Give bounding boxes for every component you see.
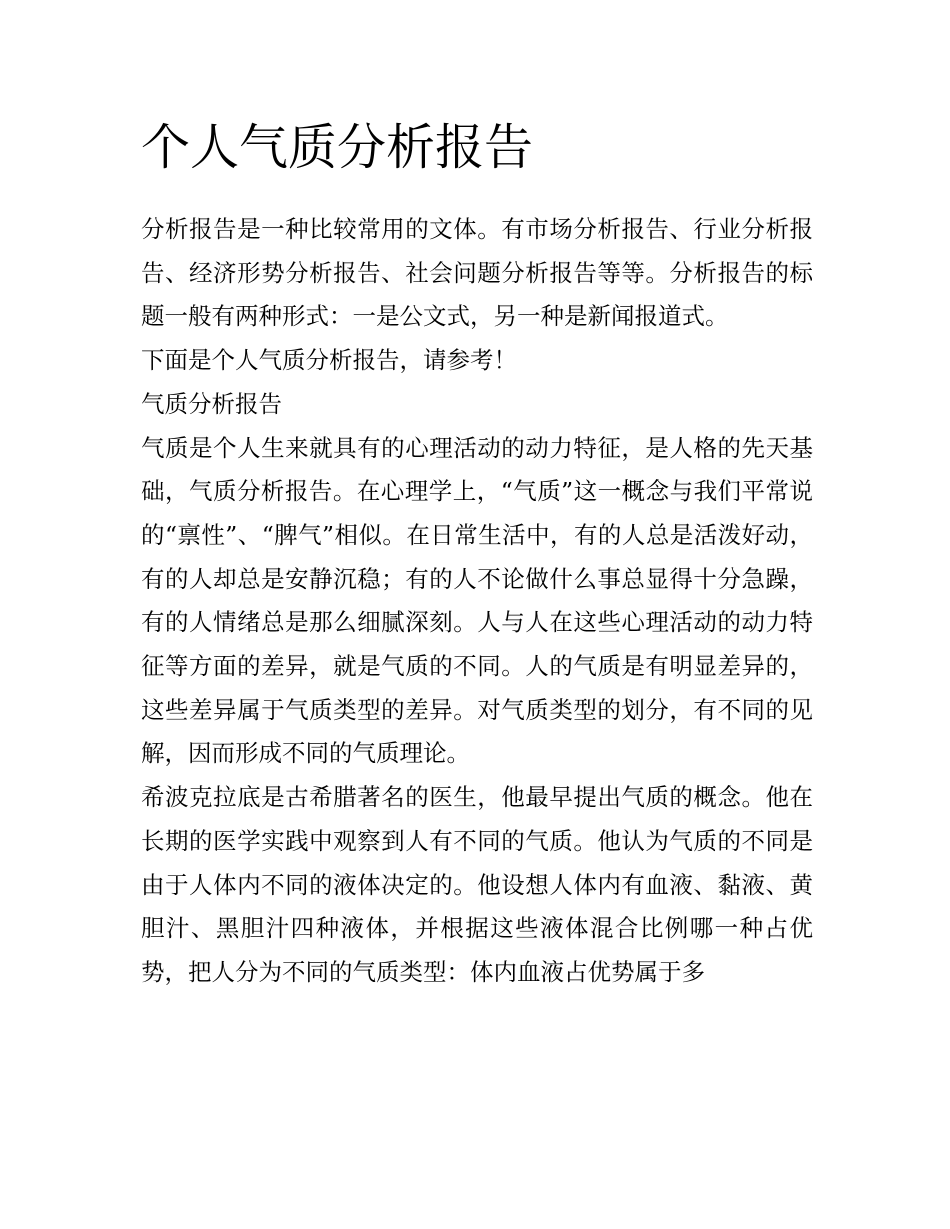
section-heading: 气质分析报告 (141, 389, 282, 418)
intro-note-paragraph: 下面是个人气质分析报告，请参考！ (141, 346, 517, 375)
document-title: 个人气质分析报告 (141, 119, 534, 176)
document-body (141, 114, 813, 995)
intro-paragraph: 分析报告是一种比较常用的文体。有市场分析报告、行业分析报告、经济形势分析报告、社会问题分析报告等等。分析报告的标题一般有两种形式：一是公文式，另一种是新闻报道式。 (141, 215, 813, 331)
temperament-definition-paragraph: 气质是个人生来就具有的心理活动的动力特征，是人格的先天基础，气质分析报告。在心理学上，“气质”这一概念与我们平常说的“禀性”、“脾气”相似。在日常生活中，有的人总是活泼好动，有的人却总是安静沉稳；有的人不论做什么事总显得十分急躁，有的人情绪总是那么细腻深刻。人与人在这些心理活动的动力特征等方面的差异，就是气质的不同。人的气质是有明显差异的，这些差异属于气质类型的差异。对气质类型的划分，有不同的见解，因而形成不同的气质理论。 (141, 433, 813, 768)
hippocrates-paragraph: 希波克拉底是古希腊著名的医生，他最早提出气质的概念。他在长期的医学实践中观察到人有不同的气质。他认为气质的不同是由于人体内不同的液体决定的。他设想人体内有血液、黏液、黄胆汁、黑胆汁四种液体，并根据这些液体混合比例哪一种占优势，把人分为不同的气质类型：体内血液占优势属于多 (141, 783, 813, 986)
